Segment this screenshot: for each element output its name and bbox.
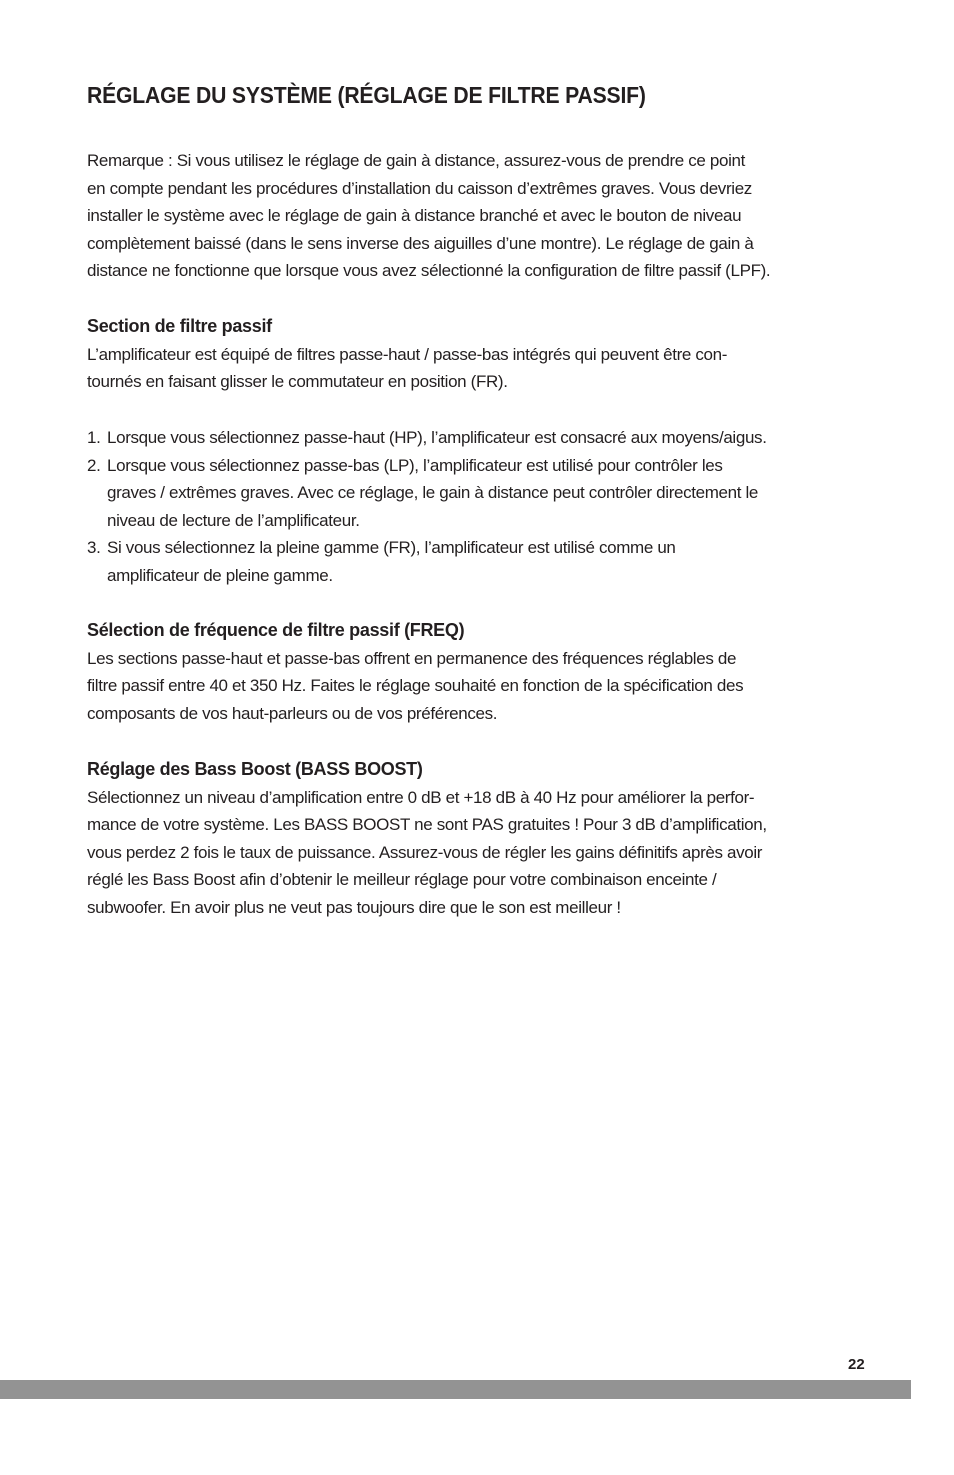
bass-boost-line: vous perdez 2 fois le taux de puissance. Assurez-vous de régler les gains définitifs après avoir [87,842,763,862]
bass-boost-line: réglé les Bass Boost afin d’obtenir le meilleur réglage pour votre combinaison enceinte / [87,870,717,889]
freq-line: composants de vos haut-parleurs ou de vos préférences. [87,703,498,723]
list-item-line: Lorsque vous sélectionnez passe-haut (HP), l’amplificateur est consacré aux moyens/aigus. [107,428,767,447]
mode-list [87,424,877,589]
list-item-number: 1. [87,428,101,447]
remark-paragraph [87,147,877,285]
list-item-line: niveau de lecture de l’amplificateur. [107,510,360,530]
list-item-number: 2. [87,455,101,475]
crossover-heading: Section de filtre passif [87,316,272,336]
list-item-line: Lorsque vous sélectionnez passe-bas (LP), l’amplificateur est utilisé pour contrôler les [107,455,723,475]
crossover-section [87,313,877,396]
freq-line: Les sections passe-haut et passe-bas offrent en permanence des fréquences réglables de [87,648,737,668]
bass-boost-line: mance de votre système. Les BASS BOOST ne sont PAS gratuites ! Pour 3 dB d’amplification, [87,815,767,834]
freq-heading: Sélection de fréquence de filtre passif (FREQ) [87,620,465,640]
crossover-line: L’amplificateur est équipé de filtres passe-haut / passe-bas intégrés qui peuvent être con- [87,344,728,364]
crossover-line: tournés en faisant glisser le commutateur en position (FR). [87,372,508,391]
remark-line: distance ne fonctionne que lorsque vous avez sélectionné la configuration de filtre passif (LPF). [87,261,771,280]
page-title: RÉGLAGE DU SYSTÈME (RÉGLAGE DE FILTRE PASSIF) [87,82,646,108]
bass-boost-line: Sélectionnez un niveau d’amplification entre 0 dB et +18 dB à 40 Hz pour améliorer la perfor- [87,787,755,807]
remark-line: Remarque : Si vous utilisez le réglage de gain à distance, assurez-vous de prendre ce point [87,151,745,170]
bass-boost-section [87,756,877,921]
list-item-line: graves / extrêmes graves. Avec ce réglage, le gain à distance peut contrôler directement le [107,483,759,502]
list-item [87,534,877,589]
page-number: 22 [848,1356,865,1373]
remark-line: en compte pendant les procédures d’installation du caisson d’extrêmes graves. Vous devriez [87,178,752,198]
bass-boost-line: subwoofer. En avoir plus ne veut pas toujours dire que le son est meilleur ! [87,897,621,917]
bass-boost-heading: Réglage des Bass Boost (BASS BOOST) [87,759,423,779]
list-item-line: amplificateur de pleine gamme. [107,565,333,585]
freq-line: filtre passif entre 40 et 350 Hz. Faites le réglage souhaité en fonction de la spécification des [87,676,744,695]
freq-section [87,617,877,727]
list-item-line: Si vous sélectionnez la pleine gamme (FR), l’amplificateur est utilisé comme un [107,538,676,557]
remark-line: complètement baissé (dans le sens inverse des aiguilles d’une montre). Le réglage de gain à [87,233,754,253]
footer-bar [0,1380,911,1399]
remark-line: installer le système avec le réglage de gain à distance branché et avec le bouton de niveau [87,206,742,225]
list-item-number: 3. [87,538,101,557]
list-item [87,452,877,535]
list-item [87,424,877,452]
